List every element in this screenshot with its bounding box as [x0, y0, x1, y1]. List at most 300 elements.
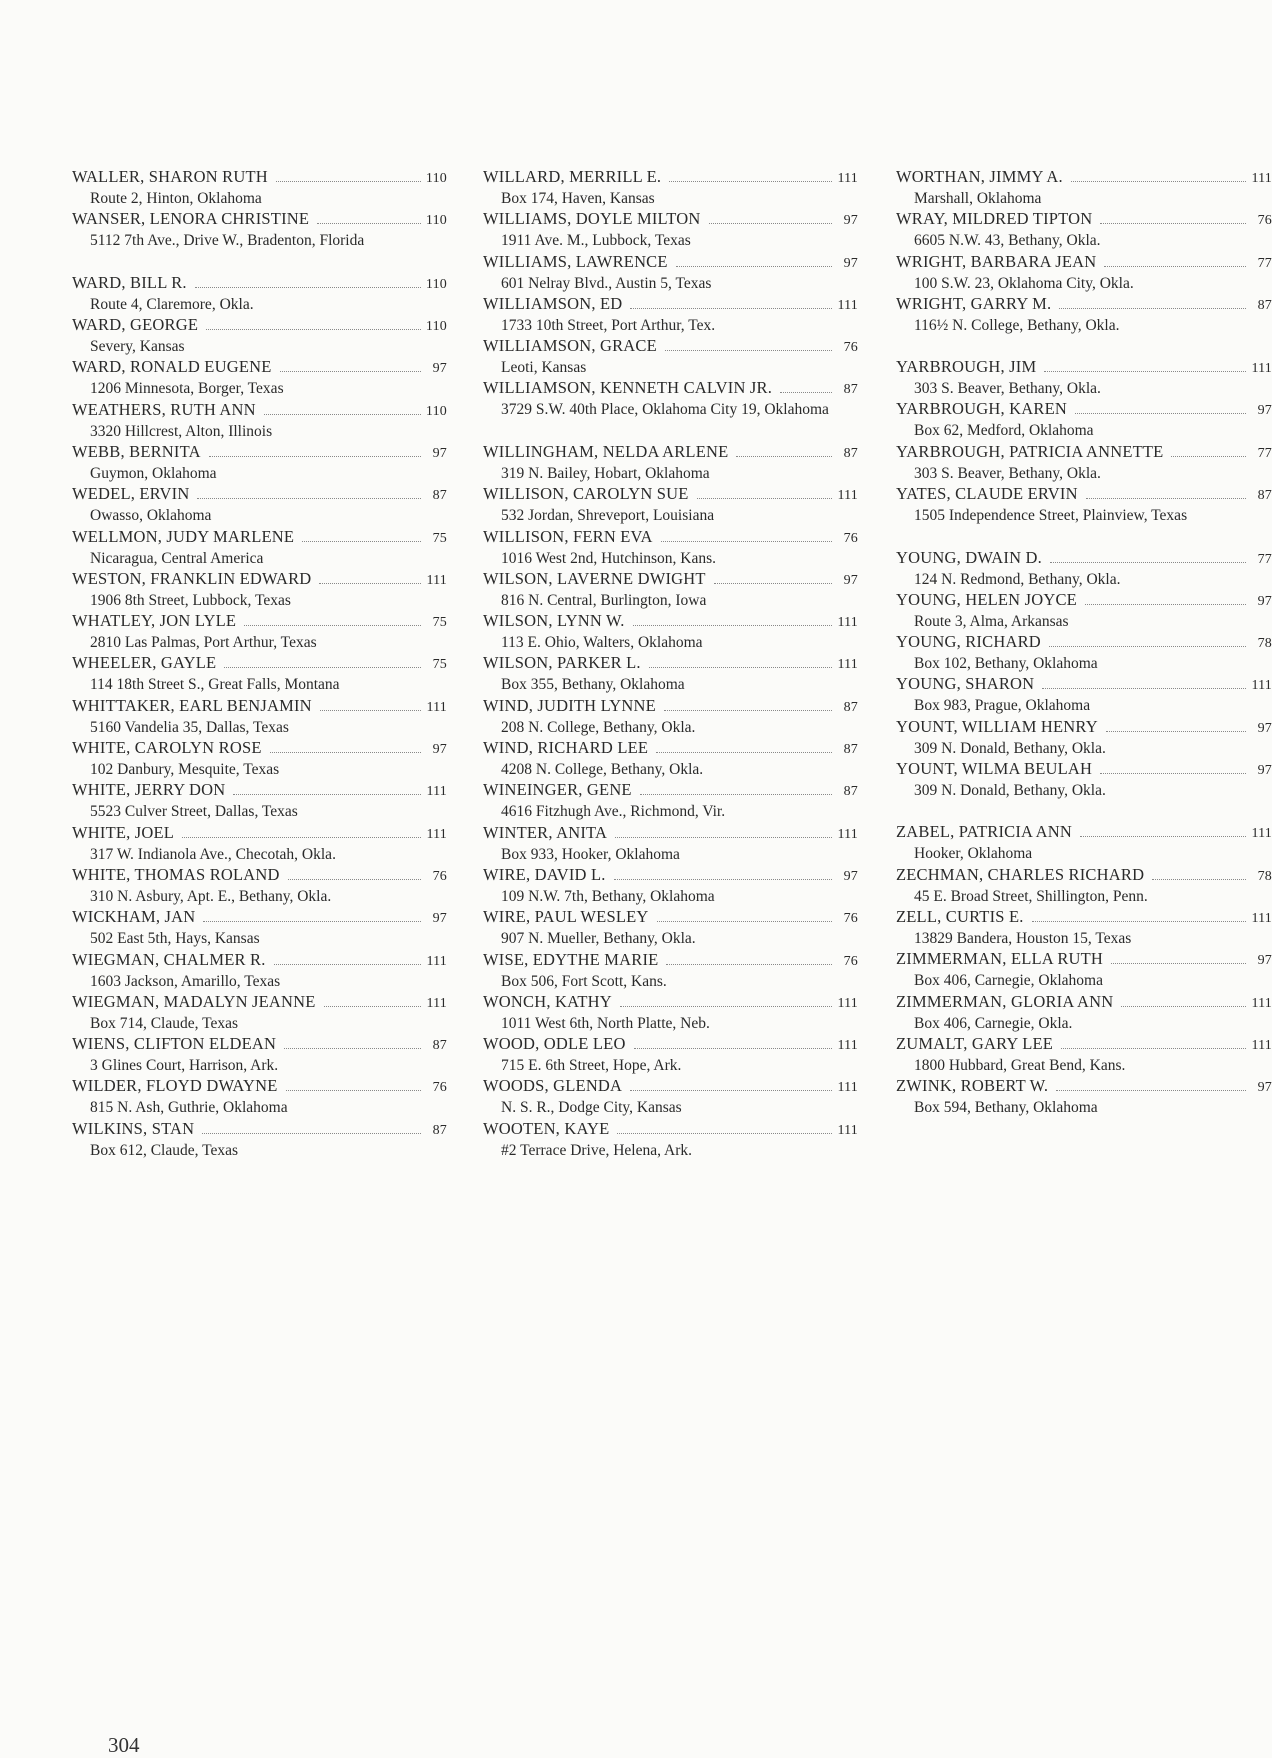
entry-name: WRIGHT, GARRY M.: [896, 293, 1052, 313]
dot-leader: [203, 921, 421, 922]
entry-address: 532 Jordan, Shreveport, Louisiana: [501, 507, 715, 525]
entry-page-reference: 87: [432, 1038, 447, 1054]
entry-name: YARBROUGH, JIM: [896, 357, 1037, 377]
entry-address: 5523 Culver Street, Dallas, Texas: [90, 803, 298, 821]
directory-entry: [72, 166, 447, 208]
directory-entry: [896, 483, 1272, 547]
entry-page-reference: 75: [432, 657, 447, 673]
entry-address: 116½ N. College, Bethany, Okla.: [914, 316, 1120, 334]
dot-leader: [1100, 773, 1246, 774]
entry-page-reference: 111: [1251, 910, 1272, 926]
entry-page-reference: 97: [1257, 720, 1272, 736]
entry-name: YOUNG, RICHARD: [896, 632, 1041, 652]
entry-address: Route 2, Hinton, Oklahoma: [90, 190, 262, 207]
entry-page-reference: 111: [426, 826, 447, 842]
entry-address: 124 N. Redmond, Bethany, Okla.: [914, 570, 1121, 588]
entry-page-reference: 87: [843, 742, 858, 758]
directory-entry: [483, 1075, 858, 1117]
entry-name-line: [896, 948, 1272, 971]
entry-page-reference: 97: [1257, 953, 1272, 969]
entry-page-reference: 111: [837, 297, 858, 313]
entry-name-line: [72, 1033, 447, 1056]
directory-entry: [483, 610, 858, 652]
entry-name: WHITE, THOMAS ROLAND: [72, 864, 280, 884]
entry-name-line: [72, 737, 447, 760]
directory-entry: [72, 272, 447, 314]
entry-address: 1911 Ave. M., Lubbock, Texas: [501, 232, 691, 250]
dot-leader: [656, 752, 832, 753]
entry-name: ZWINK, ROBERT W.: [896, 1076, 1049, 1096]
dot-leader: [276, 181, 421, 182]
entry-name-line: [72, 208, 447, 231]
directory-entry: [72, 864, 447, 906]
entry-page-reference: 111: [426, 953, 447, 969]
entry-name-line: [896, 716, 1272, 739]
entry-page-reference: 87: [843, 445, 858, 461]
entry-name: WHITTAKER, EARL BENJAMIN: [72, 695, 312, 715]
entry-address: Box 594, Bethany, Oklahoma: [914, 1099, 1098, 1117]
directory-entry: [483, 1033, 858, 1075]
entry-page-reference: 111: [837, 488, 858, 504]
dot-leader: [1152, 879, 1246, 880]
entry-name: WHEELER, GAYLE: [72, 653, 217, 673]
dot-leader: [324, 1006, 421, 1007]
directory-entry: [896, 1075, 1272, 1117]
directory-entry: [483, 441, 858, 483]
entry-address: Box 612, Claude, Texas: [90, 1141, 239, 1159]
entry-name-line: [896, 251, 1272, 274]
directory-entry: [72, 822, 447, 864]
entry-name-line: [896, 906, 1272, 929]
entry-name-line: [896, 758, 1272, 781]
directory-entry: [72, 737, 447, 779]
directory-entry: [72, 695, 447, 737]
entry-name: ZABEL, PATRICIA ANN: [896, 822, 1073, 842]
entry-name: WELLMON, JUDY MARLENE: [72, 526, 295, 546]
entry-name: WILLARD, MERRILL E.: [483, 167, 662, 186]
entry-address: Guymon, Oklahoma: [90, 464, 217, 482]
entry-page-reference: 97: [432, 742, 447, 758]
directory-entry: [72, 949, 447, 991]
directory-entry: [72, 356, 447, 398]
dot-leader: [320, 710, 421, 711]
entry-address: 45 E. Broad Street, Shillington, Penn.: [914, 887, 1148, 905]
dot-leader: [669, 181, 832, 182]
entry-address: 13829 Bandera, Houston 15, Texas: [914, 929, 1132, 947]
entry-page-reference: 87: [1257, 488, 1272, 504]
entry-name-line: [483, 652, 858, 675]
directory-entry: [72, 610, 447, 652]
entry-name: WIRE, PAUL WESLEY: [483, 907, 649, 927]
entry-name: YOUNT, WILMA BEULAH: [896, 759, 1093, 779]
entry-name: WIENS, CLIFTON ELDEAN: [72, 1034, 277, 1054]
dot-leader: [288, 879, 421, 880]
entry-name: WILLIAMSON, GRACE: [483, 336, 657, 356]
entry-name-line: [483, 991, 858, 1014]
entry-address: Leoti, Kansas: [501, 359, 587, 377]
dot-leader: [317, 223, 421, 224]
directory-entry: [896, 1033, 1272, 1075]
dot-leader: [195, 287, 421, 288]
entry-name-line: [72, 568, 447, 591]
entry-name: WIND, JUDITH LYNNE: [483, 695, 656, 715]
entry-name-line: [483, 906, 858, 929]
entry-address: 502 East 5th, Hays, Kansas: [90, 930, 260, 948]
entry-name-line: [72, 695, 447, 718]
entry-name: WOODS, GLENDA: [483, 1076, 623, 1096]
dot-leader: [1111, 963, 1246, 964]
directory-entry: [896, 208, 1272, 250]
dot-leader: [1080, 836, 1246, 837]
entry-address: 6605 N.W. 43, Bethany, Okla.: [914, 232, 1101, 250]
directory-entry: [72, 1033, 447, 1075]
entry-name-line: [72, 991, 447, 1014]
directory-entry: [896, 166, 1272, 208]
entry-name-line: [483, 1118, 858, 1141]
directory-entry: [896, 821, 1272, 863]
entry-address: 1800 Hubbard, Great Bend, Kans.: [914, 1056, 1126, 1074]
directory-entry: [896, 589, 1272, 631]
entry-name-line: [72, 483, 447, 506]
entry-name-line: [483, 166, 858, 189]
directory-entry: [896, 631, 1272, 673]
directory-entry: [483, 949, 858, 991]
dot-leader: [233, 794, 421, 795]
entry-name: YOUNT, WILLIAM HENRY: [896, 716, 1098, 736]
entry-name-line: [896, 673, 1272, 696]
entry-address: Owasso, Oklahoma: [90, 507, 212, 525]
dot-leader: [264, 414, 421, 415]
entry-name-line: [72, 652, 447, 675]
directory-entry: [483, 864, 858, 906]
entry-name-line: [896, 1075, 1272, 1098]
entry-name: WILSON, LAVERNE DWIGHT: [483, 568, 706, 588]
entry-name: WARD, RONALD EUGENE: [72, 357, 272, 377]
entry-name: WILSON, PARKER L.: [483, 653, 641, 673]
dot-leader: [1056, 1090, 1246, 1091]
entry-address: Marshall, Oklahoma: [914, 190, 1042, 207]
entry-page-reference: 76: [843, 953, 858, 969]
entry-page-reference: 76: [843, 911, 858, 927]
directory-entry: [483, 483, 858, 525]
entry-name: WIRE, DAVID L.: [483, 864, 606, 884]
dot-leader: [634, 1048, 832, 1049]
entry-page-reference: 77: [1257, 255, 1272, 271]
entry-name: WARD, GEORGE: [72, 315, 199, 335]
directory-entry: [483, 526, 858, 568]
entry-page-reference: 77: [1257, 551, 1272, 567]
dot-leader: [302, 541, 421, 542]
entry-page-reference: 111: [837, 1038, 858, 1054]
dot-leader: [1121, 1006, 1246, 1007]
dot-leader: [630, 1090, 832, 1091]
dot-leader: [202, 1133, 421, 1134]
dot-leader: [244, 625, 421, 626]
entry-name-line: [72, 949, 447, 972]
entry-page-reference: 110: [425, 213, 447, 229]
page-number: 304: [108, 1733, 140, 1757]
entry-page-reference: 111: [1251, 995, 1272, 1011]
dot-leader: [661, 541, 832, 542]
entry-name: WORTHAN, JIMMY A.: [896, 167, 1063, 186]
entry-address: 715 E. 6th Street, Hope, Ark.: [501, 1057, 682, 1075]
entry-page-reference: 76: [432, 868, 447, 884]
entry-name-line: [72, 272, 447, 295]
entry-address: 816 N. Central, Burlington, Iowa: [501, 591, 707, 609]
entry-page-reference: 111: [426, 572, 447, 588]
entry-name: WEATHERS, RUTH ANN: [72, 399, 256, 419]
entry-address: 100 S.W. 23, Oklahoma City, Okla.: [914, 274, 1134, 292]
entry-page-reference: 76: [843, 530, 858, 546]
dot-leader: [697, 498, 832, 499]
directory-column-1: [72, 166, 447, 1160]
entry-page-reference: 78: [1257, 868, 1272, 884]
dot-leader: [1061, 1048, 1246, 1049]
entry-page-reference: 75: [432, 530, 447, 546]
dot-leader: [736, 456, 832, 457]
entry-page-reference: 97: [1257, 1080, 1272, 1096]
dot-leader: [1071, 181, 1246, 182]
entry-address: Route 3, Alma, Arkansas: [914, 612, 1069, 630]
entry-page-reference: 97: [843, 213, 858, 229]
directory-entry: [483, 568, 858, 610]
dot-leader: [209, 456, 421, 457]
dot-leader: [630, 308, 832, 309]
entry-name: YATES, CLAUDE ERVIN: [896, 484, 1078, 504]
entry-name-line: [896, 483, 1272, 506]
entry-address: 907 N. Mueller, Bethany, Okla.: [501, 930, 696, 948]
entry-page-reference: 87: [432, 1122, 447, 1138]
entry-name-line: [896, 991, 1272, 1014]
entry-page-reference: 111: [837, 1080, 858, 1096]
dot-leader: [709, 223, 832, 224]
entry-address: 310 N. Asbury, Apt. E., Bethany, Okla.: [90, 887, 332, 905]
entry-page-reference: 111: [426, 784, 447, 800]
entry-name-line: [483, 1033, 858, 1056]
entry-name-line: [483, 483, 858, 506]
directory-entry: [896, 864, 1272, 906]
entry-page-reference: 76: [432, 1080, 447, 1096]
entry-address: Box 983, Prague, Oklahoma: [914, 697, 1091, 715]
dot-leader: [274, 964, 421, 965]
dot-leader: [1075, 413, 1246, 414]
entry-address: Route 4, Claremore, Okla.: [90, 295, 254, 313]
entry-name: WILLIAMS, LAWRENCE: [483, 251, 668, 271]
dot-leader: [319, 583, 421, 584]
entry-page-reference: 97: [1257, 403, 1272, 419]
entry-page-reference: 77: [1257, 445, 1272, 461]
entry-page-reference: 97: [843, 868, 858, 884]
entry-name: ZIMMERMAN, GLORIA ANN: [896, 991, 1114, 1011]
entry-page-reference: 110: [425, 171, 447, 186]
directory-entry: [72, 483, 447, 525]
entry-name: ZECHMAN, CHARLES RICHARD: [896, 864, 1145, 884]
entry-name: WILDER, FLOYD DWAYNE: [72, 1076, 278, 1096]
directory-entry: [483, 906, 858, 948]
entry-address: Box 355, Bethany, Oklahoma: [501, 676, 685, 694]
entry-name: WINTER, ANITA: [483, 822, 608, 842]
entry-name-line: [483, 441, 858, 464]
entry-name: WALLER, SHARON RUTH: [72, 167, 268, 186]
entry-address: 109 N.W. 7th, Bethany, Oklahoma: [501, 887, 715, 905]
entry-page-reference: 111: [837, 1122, 858, 1138]
entry-page-reference: 87: [843, 382, 858, 398]
directory-column-2: [483, 166, 858, 1160]
directory-entry: [483, 251, 858, 293]
directory-entry: [483, 822, 858, 864]
directory-entry: [896, 547, 1272, 589]
entry-name: WILLIAMS, DOYLE MILTON: [483, 209, 701, 229]
entry-name: ZUMALT, GARY LEE: [896, 1033, 1054, 1053]
entry-address: 1011 West 6th, North Platte, Neb.: [501, 1014, 710, 1032]
entry-address: 4616 Fitzhugh Ave., Richmond, Vir.: [501, 803, 726, 821]
entry-name: WILSON, LYNN W.: [483, 611, 625, 631]
entry-name: WILKINS, STAN: [72, 1118, 195, 1138]
dot-leader: [657, 921, 833, 922]
entry-address: Severy, Kansas: [90, 338, 185, 356]
entry-page-reference: 76: [843, 340, 858, 356]
dot-leader: [665, 350, 832, 351]
entry-page-reference: 87: [843, 784, 858, 800]
entry-name-line: [72, 1118, 447, 1141]
directory-entry: [483, 991, 858, 1033]
dot-leader: [1049, 646, 1246, 647]
entry-name-line: [896, 398, 1272, 421]
entry-page-reference: 97: [432, 445, 447, 461]
entry-name-line: [896, 547, 1272, 570]
entry-name: WIEGMAN, CHALMER R.: [72, 949, 266, 969]
directory-entry: [896, 758, 1272, 800]
entry-name-line: [896, 166, 1272, 189]
entry-page-reference: 111: [426, 995, 447, 1011]
entry-address: 309 N. Donald, Bethany, Okla.: [914, 739, 1106, 757]
entry-name-line: [72, 1075, 447, 1098]
entry-name-line: [896, 1033, 1272, 1056]
directory-entry: [896, 398, 1272, 440]
entry-name: WILLISON, CAROLYN SUE: [483, 484, 689, 504]
directory-entry: [72, 652, 447, 694]
entry-address: 102 Danbury, Mesquite, Texas: [90, 761, 280, 779]
directory-entry: [483, 377, 858, 441]
directory-entry: [896, 251, 1272, 293]
entry-name-line: [72, 399, 447, 422]
entry-name: WIND, RICHARD LEE: [483, 738, 649, 758]
entry-address: 601 Nelray Blvd., Austin 5, Texas: [501, 274, 712, 292]
entry-page-reference: 75: [432, 615, 447, 631]
entry-page-reference: 111: [1251, 678, 1272, 694]
entry-name-line: [483, 822, 858, 845]
entry-page-reference: 97: [1257, 593, 1272, 609]
entry-name: YOUNG, SHARON: [896, 674, 1035, 694]
entry-name-line: [483, 293, 858, 316]
entry-name: WILLIAMSON, KENNETH CALVIN JR.: [483, 378, 773, 398]
entry-name-line: [72, 166, 447, 189]
directory-entry: [896, 356, 1272, 398]
entry-page-reference: 110: [425, 403, 447, 419]
entry-address: 317 W. Indianola Ave., Checotah, Okla.: [90, 845, 336, 863]
entry-name-line: [483, 377, 858, 400]
entry-name: ZIMMERMAN, ELLA RUTH: [896, 949, 1104, 969]
entry-address: Box 102, Bethany, Oklahoma: [914, 655, 1098, 673]
dot-leader: [1044, 371, 1246, 372]
entry-name: WISE, EDYTHE MARIE: [483, 949, 659, 969]
entry-address: 1733 10th Street, Port Arthur, Tex.: [501, 316, 716, 334]
entry-name: WOOTEN, KAYE: [483, 1118, 610, 1138]
dot-leader: [633, 625, 832, 626]
dot-leader: [182, 837, 421, 838]
entry-name-line: [483, 208, 858, 231]
entry-name: WHITE, JOEL: [72, 822, 175, 842]
dot-leader: [620, 1006, 832, 1007]
directory-entry: [483, 695, 858, 737]
entry-address: 5160 Vandelia 35, Dallas, Texas: [90, 718, 289, 736]
entry-name: WOOD, ODLE LEO: [483, 1034, 626, 1054]
directory-entry: [483, 1118, 858, 1160]
entry-page-reference: 111: [426, 699, 447, 715]
directory-entry: [896, 716, 1272, 758]
entry-address: Box 174, Haven, Kansas: [501, 190, 655, 207]
entry-name-line: [483, 335, 858, 358]
entry-name-line: [483, 779, 858, 802]
directory-entry: [72, 526, 447, 568]
entry-address: Box 406, Carnegie, Okla.: [914, 1014, 1073, 1032]
entry-address: 113 E. Ohio, Walters, Oklahoma: [501, 634, 703, 652]
entry-name-line: [72, 822, 447, 845]
entry-address: 1505 Independence Street, Plainview, Texas: [914, 507, 1188, 525]
entry-name: WICKHAM, JAN: [72, 907, 196, 927]
entry-name-line: [72, 526, 447, 549]
directory-entry: [483, 737, 858, 779]
dot-leader: [1042, 688, 1246, 689]
directory-entry: [483, 166, 858, 208]
entry-page-reference: 110: [425, 276, 447, 292]
dot-leader: [280, 371, 422, 372]
entry-name-line: [483, 610, 858, 633]
entry-page-reference: 111: [1251, 1037, 1272, 1053]
entry-page-reference: 78: [1257, 636, 1272, 652]
directory-entry: [483, 293, 858, 335]
entry-name-line: [72, 441, 447, 464]
dot-leader: [640, 794, 832, 795]
dot-leader: [615, 837, 832, 838]
entry-address: Box 62, Medford, Oklahoma: [914, 422, 1094, 440]
directory-entry: [896, 293, 1272, 335]
entry-address: Box 933, Hooker, Oklahoma: [501, 845, 680, 863]
directory-entry: [72, 314, 447, 356]
entry-address: 3320 Hillcrest, Alton, Illinois: [90, 422, 273, 440]
entry-address: Box 406, Carnegie, Oklahoma: [914, 972, 1103, 990]
entry-name-line: [483, 695, 858, 718]
entry-name: WESTON, FRANKLIN EDWARD: [72, 568, 312, 588]
dot-leader: [1106, 731, 1246, 732]
entry-name: WHATLEY, JON LYLE: [72, 611, 237, 631]
directory-entry: [72, 1075, 447, 1117]
entry-name-line: [483, 949, 858, 972]
entry-page-reference: 111: [837, 826, 858, 842]
dot-leader: [224, 667, 421, 668]
entry-name: YOUNG, DWAIN D.: [896, 547, 1042, 567]
entry-page-reference: 111: [837, 615, 858, 631]
entry-name-line: [483, 1075, 858, 1098]
entry-address: 4208 N. College, Bethany, Okla.: [501, 761, 704, 779]
entry-address: Box 506, Fort Scott, Kans.: [501, 972, 667, 990]
directory-entry: [72, 568, 447, 610]
entry-name-line: [72, 610, 447, 633]
entry-name-line: [896, 293, 1272, 316]
dot-leader: [664, 710, 832, 711]
entry-page-reference: 111: [1251, 171, 1272, 186]
dot-leader: [617, 1133, 832, 1134]
